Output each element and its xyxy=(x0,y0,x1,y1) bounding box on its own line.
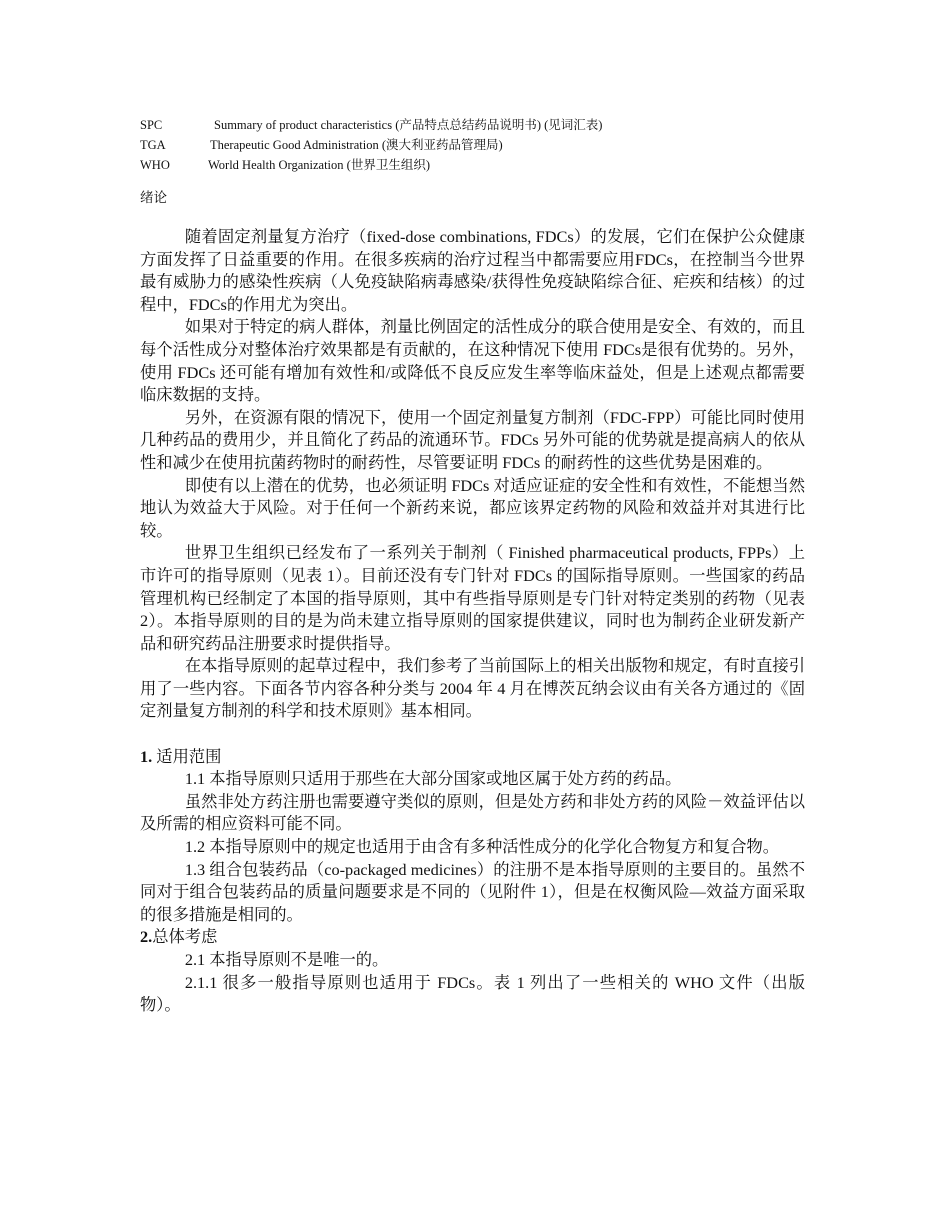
abbreviation-row xyxy=(140,135,820,155)
section-number: 2. xyxy=(140,927,153,947)
abbreviation-definition: Therapeutic Good Administration (澳大利亚药品管理局) xyxy=(210,138,503,152)
section-title: 适用范围 xyxy=(156,746,222,766)
abbreviation-row xyxy=(140,155,820,175)
section-paragraph: 虽然非处方药注册也需要遵守类似的原则，但是处方药和非处方药的风险－效益评估以及所需的相应资料可能不同。 xyxy=(140,791,805,834)
section-paragraph: 1.1 本指导原则只适用于那些在大部分国家或地区属于处方药的药品。 xyxy=(184,769,682,789)
section-number: 1. xyxy=(140,746,153,766)
abbreviation-term: WHO xyxy=(140,158,170,172)
section-title: 总体考虑 xyxy=(152,927,218,947)
section-paragraph: 1.3 组合包装药品（co-packaged medicines）的注册不是本指导原则的主要目的。虽然不同对于组合包装药品的质量问题要求是不同的（见附件 1），但是在权衡风险—效益方面采取的很多措施是相同的。 xyxy=(140,859,805,924)
abbreviation-definition: World Health Organization (世界卫生组织) xyxy=(208,158,430,172)
intro-paragraph: 即使有以上潜在的优势，也必须证明 FDCs 对适应证症的安全性和有效性，不能想当然地认为效益大于风险。对于任何一个新药来说，都应该界定药物的风险和效益并对其进行比较。 xyxy=(140,475,805,540)
section-paragraph: 1.2 本指导原则中的规定也适用于由含有多种活性成分的化学化合物复方和复合物。 xyxy=(184,837,780,857)
abbreviation-term: TGA xyxy=(140,138,166,152)
section-1-heading xyxy=(140,746,805,769)
abbreviation-list xyxy=(140,115,820,175)
section-2-heading xyxy=(140,926,805,949)
intro-paragraph: 在本指导原则的起草过程中，我们参考了当前国际上的相关出版物和规定，有时直接引用了一些内容。下面各节内容各种分类与 2004 年 4 月在博茨瓦纳会议由有关各方通过的《固定剂量复方制剂的科学和技术原则》基本相同。 xyxy=(140,656,805,721)
intro-paragraph: 世界卫生组织已经发布了一系列关于制剂（ Finished pharmaceutical products, FPPs）上市许可的指导原则（见表 1）。目前还没有专门针对 FDCs 的国际指导原则。一些国家的药品管理机构已经制定了本国的指导原则，其中有些指导原则是专门针对特定类别的药物（见表 2）。本指导原则的目的是为尚未建立指导原则的国家提供建议，同时也为制药企业研发新产品和研究药品注册要求时提供指导。 xyxy=(140,543,805,653)
abbreviation-definition: Summary of product characteristics (产品特点总结药品说明书) (见词汇表) xyxy=(214,118,603,132)
intro-paragraph: 另外，在资源有限的情况下，使用一个固定剂量复方制剂（FDC-FPP）可能比同时使用几种药品的费用少，并且简化了药品的流通环节。FDCs 另外可能的优势就是提高病人的依从性和减少在使用抗菌药物时的耐药性，尽管要证明 FDCs 的耐药性的这些优势是困难的。 xyxy=(140,407,805,472)
document-body xyxy=(140,226,805,1017)
intro-paragraph: 随着固定剂量复方治疗（fixed-dose combinations, FDCs）的发展，它们在保护公众健康方面发挥了日益重要的作用。在很多疾病的治疗过程当中都需要应用FDCs，在控制当今世界最有威胁力的感染性疾病（人免疫缺陷病毒感染/获得性免疫缺陷综合征、疟疾和结核）的过程中，FDCs的作用尤为突出。 xyxy=(140,227,805,314)
abbreviation-row xyxy=(140,115,820,135)
section-paragraph: 2.1.1 很多一般指导原则也适用于 FDCs。表 1 列出了一些相关的 WHO 文件（出版物）。 xyxy=(140,972,805,1015)
abbreviation-term: SPC xyxy=(140,118,163,132)
intro-paragraph: 如果对于特定的病人群体，剂量比例固定的活性成分的联合使用是安全、有效的，而且每个活性成分对整体治疗效果都是有贡献的，在这种情况下使用 FDCs是很有优势的。另外，使用 FDCs 还可能有增加有效性和/或降低不良反应发生率等临床益处，但是上述观点都需要临床数据的支持。 xyxy=(140,317,805,405)
intro-heading: 绪论 xyxy=(140,190,167,205)
section-paragraph: 2.1 本指导原则不是唯一的。 xyxy=(184,950,389,969)
